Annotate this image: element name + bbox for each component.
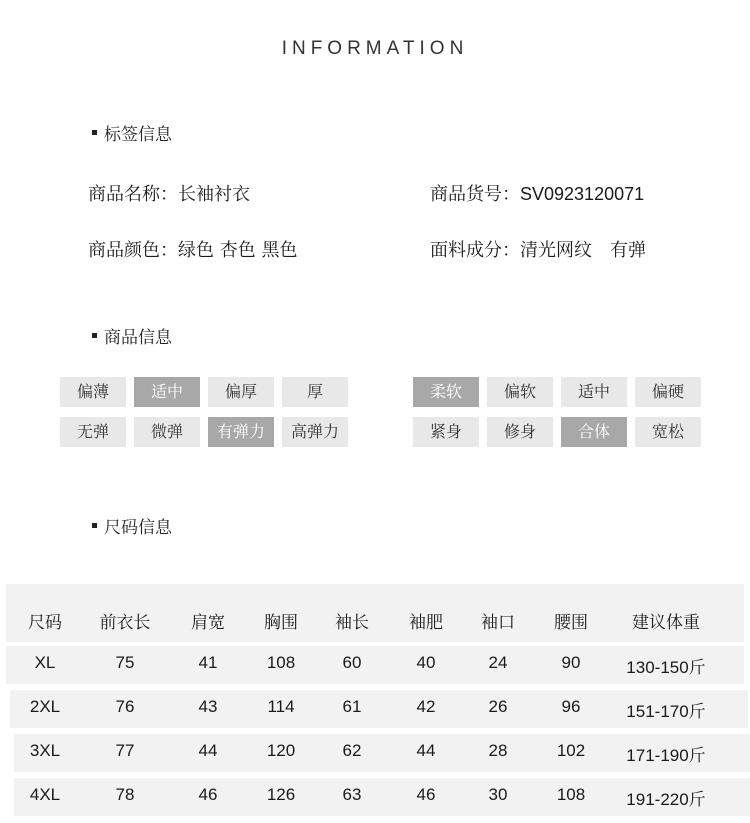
- size-info-heading: [92, 513, 172, 538]
- table-cell: 3XL: [29, 741, 61, 760]
- fabric-value: 清光网纹 有弹: [520, 240, 646, 261]
- table-cell: 61: [342, 697, 362, 716]
- table-cell: 171-190斤: [626, 746, 706, 765]
- table-cell: 96: [561, 697, 581, 716]
- table-cell: 62: [342, 741, 362, 760]
- table-cell: 76: [115, 697, 135, 716]
- size-info-heading-text: 尺码信息: [104, 518, 172, 538]
- table-cell: 4XL: [29, 785, 61, 804]
- table-cell: 46: [198, 785, 218, 804]
- product-info-heading: [92, 323, 172, 348]
- tag-right-0: 柔软: [413, 377, 479, 407]
- tag-left-2: 偏厚: [208, 377, 274, 407]
- table-cell: 130-150斤: [626, 658, 706, 677]
- column-header: 袖长: [335, 613, 369, 633]
- table-cell: 46: [416, 785, 436, 804]
- tag-left-4: 无弹: [60, 417, 126, 447]
- tag-right-4: 紧身: [413, 417, 479, 447]
- tag-left-0: 偏薄: [60, 377, 126, 407]
- fabric-label: 面料成分：: [430, 240, 520, 261]
- tag-left-5: 微弹: [134, 417, 200, 447]
- bullet-icon: [92, 333, 97, 338]
- color-label: 商品颜色：: [88, 240, 178, 261]
- table-cell: 120: [266, 741, 296, 760]
- table-cell: 108: [556, 785, 586, 804]
- table-cell: 114: [267, 697, 295, 716]
- table-cell: 40: [416, 653, 436, 672]
- bullet-icon: [92, 130, 97, 135]
- column-header: 前衣长: [99, 613, 151, 633]
- table-cell: 41: [198, 653, 218, 672]
- tag-right-3: 偏硬: [635, 377, 701, 407]
- tag-left-7: 高弹力: [282, 417, 348, 447]
- table-cell: 44: [198, 741, 218, 760]
- table-cell: 77: [115, 741, 135, 760]
- product-name-row: [88, 180, 250, 206]
- tag-right-2: 适中: [561, 377, 627, 407]
- product-name-label: 商品名称：: [88, 184, 178, 205]
- color-row: [88, 236, 297, 262]
- column-header: 袖口: [481, 613, 515, 633]
- fabric-row: [430, 236, 646, 262]
- table-cell: XL: [34, 653, 56, 672]
- table-cell: 60: [342, 653, 362, 672]
- table-cell: 28: [488, 741, 508, 760]
- item-no-row: [430, 180, 644, 206]
- tag-left-1: 适中: [134, 377, 200, 407]
- label-info-heading-text: 标签信息: [104, 125, 172, 145]
- table-cell: 75: [115, 653, 135, 672]
- table-cell: 151-170斤: [626, 702, 706, 721]
- color-value: 绿色 杏色 黑色: [178, 240, 298, 261]
- tag-right-6: 合体: [561, 417, 627, 447]
- table-cell: 24: [488, 653, 508, 672]
- table-cell: 42: [416, 697, 436, 716]
- tag-right-1: 偏软: [487, 377, 553, 407]
- tag-right-5: 修身: [487, 417, 553, 447]
- table-cell: 191-220斤: [626, 790, 706, 809]
- table-cell: 78: [115, 785, 135, 804]
- table-cell: 2XL: [29, 697, 61, 716]
- column-header: 建议体重: [632, 613, 700, 633]
- product-info-heading-text: 商品信息: [104, 328, 172, 348]
- table-cell: 30: [488, 785, 508, 804]
- product-name-value: 长袖衬衣: [178, 184, 250, 205]
- column-header: 尺码: [28, 613, 62, 633]
- column-header: 腰围: [554, 613, 588, 633]
- table-cell: 44: [416, 741, 436, 760]
- table-cell: 26: [488, 697, 508, 716]
- label-info-heading: [92, 120, 172, 145]
- table-cell: 126: [266, 785, 296, 804]
- column-header: 袖肥: [409, 613, 443, 633]
- tag-left-6: 有弹力: [208, 417, 274, 447]
- table-cell: 108: [266, 653, 296, 672]
- table-cell: 43: [198, 697, 218, 716]
- table-cell: 90: [561, 653, 581, 672]
- tag-left-3: 厚: [282, 377, 348, 407]
- table-cell: 102: [556, 741, 586, 760]
- tag-right-7: 宽松: [635, 417, 701, 447]
- column-header: 胸围: [264, 613, 298, 633]
- table-cell: 63: [342, 785, 362, 804]
- bullet-icon: [92, 523, 97, 528]
- column-header: 肩宽: [191, 613, 225, 633]
- item-no-value: SV0923120071: [520, 184, 645, 204]
- page-title: INFORMATION: [281, 38, 469, 59]
- item-no-label: 商品货号：: [430, 184, 520, 205]
